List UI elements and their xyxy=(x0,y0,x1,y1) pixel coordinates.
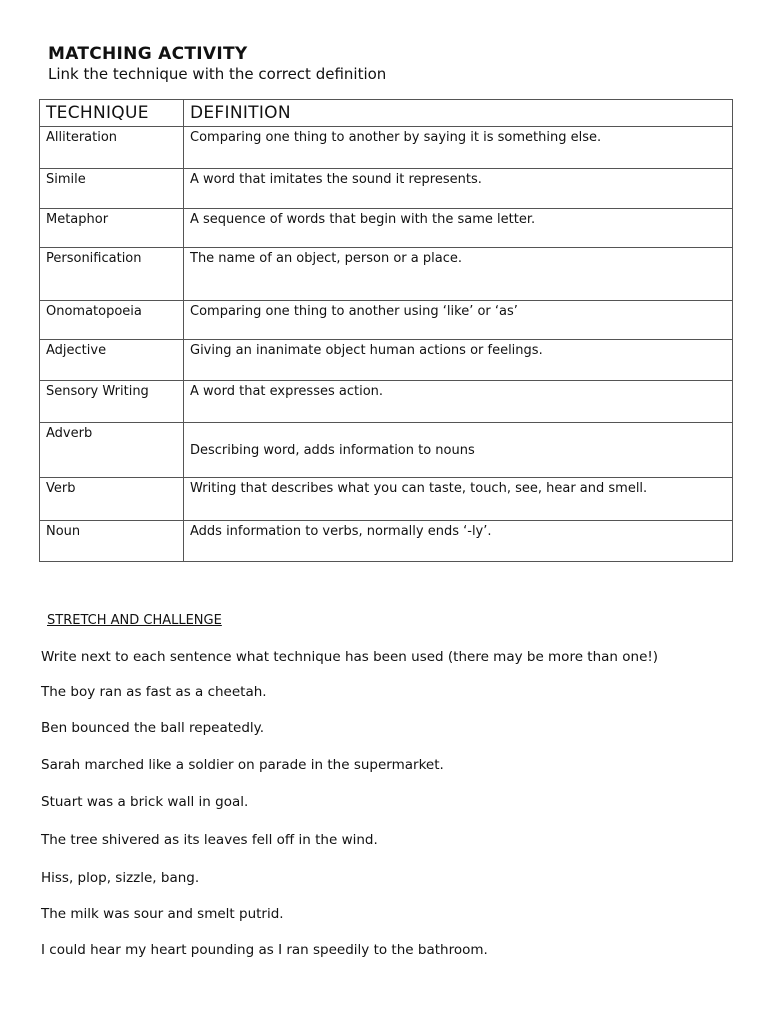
technique-cell: Personification xyxy=(40,248,184,301)
matching-table xyxy=(39,99,733,562)
challenge-sentence: Sarah marched like a soldier on parade in the supermarket. xyxy=(41,757,444,773)
definition-cell: A sequence of words that begin with the same letter. xyxy=(184,209,733,248)
table-row xyxy=(40,521,733,562)
column-header-technique: TECHNIQUE xyxy=(40,100,184,127)
technique-cell: Noun xyxy=(40,521,184,562)
table-row xyxy=(40,169,733,209)
table-row xyxy=(40,423,733,478)
column-header-definition: DEFINITION xyxy=(184,100,733,127)
challenge-sentence: The milk was sour and smelt putrid. xyxy=(41,906,284,922)
technique-cell: Simile xyxy=(40,169,184,209)
definition-cell: A word that expresses action. xyxy=(184,381,733,423)
challenge-sentence: Ben bounced the ball repeatedly. xyxy=(41,720,265,736)
definition-cell: A word that imitates the sound it represents. xyxy=(184,169,733,209)
table-row xyxy=(40,248,733,301)
table-row xyxy=(40,127,733,169)
definition-cell: The name of an object, person or a place. xyxy=(184,248,733,301)
definition-cell: Giving an inanimate object human actions or feelings. xyxy=(184,340,733,381)
table-row xyxy=(40,381,733,423)
technique-cell: Adverb xyxy=(40,423,184,478)
table-row xyxy=(40,340,733,381)
technique-cell: Verb xyxy=(40,478,184,521)
technique-cell: Alliteration xyxy=(40,127,184,169)
definition-cell: Comparing one thing to another by saying it is something else. xyxy=(184,127,733,169)
challenge-sentence: I could hear my heart pounding as I ran speedily to the bathroom. xyxy=(41,942,488,958)
challenge-sentence: The tree shivered as its leaves fell off in the wind. xyxy=(41,832,378,848)
challenge-sentence: Hiss, plop, sizzle, bang. xyxy=(41,870,200,886)
technique-cell: Adjective xyxy=(40,340,184,381)
challenge-sentence: The boy ran as fast as a cheetah. xyxy=(41,684,267,700)
challenge-instruction: Write next to each sentence what technique has been used (there may be more than one!) xyxy=(41,649,659,665)
definition-cell: Describing word, adds information to nouns xyxy=(184,423,733,478)
challenge-heading: STRETCH AND CHALLENGE xyxy=(47,613,222,628)
page-subtitle: Link the technique with the correct definition xyxy=(48,65,387,83)
definition-cell: Writing that describes what you can taste, touch, see, hear and smell. xyxy=(184,478,733,521)
table-row xyxy=(40,301,733,340)
table-header-row xyxy=(40,100,733,127)
definition-cell: Adds information to verbs, normally ends ‘-ly’. xyxy=(184,521,733,562)
technique-cell: Sensory Writing xyxy=(40,381,184,423)
table-row xyxy=(40,209,733,248)
definition-cell: Comparing one thing to another using ‘like’ or ‘as’ xyxy=(184,301,733,340)
challenge-sentence: Stuart was a brick wall in goal. xyxy=(41,794,249,810)
technique-cell: Onomatopoeia xyxy=(40,301,184,340)
table-row xyxy=(40,478,733,521)
page-title: MATCHING ACTIVITY xyxy=(48,44,248,64)
technique-cell: Metaphor xyxy=(40,209,184,248)
